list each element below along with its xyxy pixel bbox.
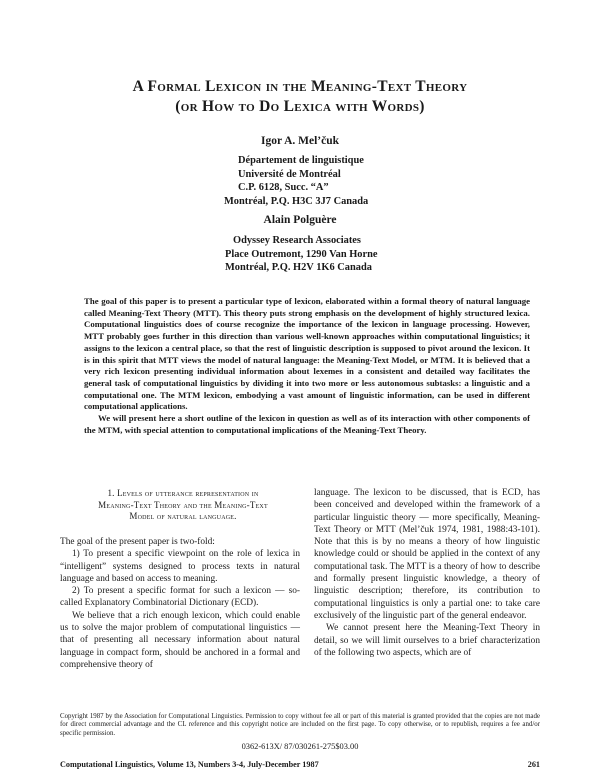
body-paragraph: We believe that a rich enough lexicon, which could enable us to solve the major problem of computational linguistics — that of presenting all necessary information about natural language in compact form, should be anchored in a formal and comprehensive theory of [60,610,300,670]
right-column [314,487,540,659]
footer-journal: Computational Linguistics, Volume 13, Numbers 3-4, July-December 1987 [60,760,319,769]
affiliation-line: Montréal, P.Q. H2V 1K6 Canada [225,262,372,274]
affiliation-line: C.P. 6128, Succ. “A” [238,182,329,194]
affiliation-line: Montréal, P.Q. H3C 3J7 Canada [224,195,369,207]
copyright-notice: Copyright 1987 by the Association for Computational Linguistics. Permission to copy without fee all or part of this material is granted provided that the copies are not made for direct commercial advantage and the CL reference and this copyright notice are included on the first page. To copy otherwise, or to republish, requires a fee and/or specific permission. [60,713,540,737]
body-paragraph: We cannot present here the Meaning-Text Theory in detail, so we will limit ourselves to a brief characterization of the following two aspects, which are of [314,623,540,658]
body-paragraph: 1) To present a specific viewpoint on the role of lexica in “intelligent” systems designed to process texts in natural language and based on access to meaning. [60,549,300,584]
body-paragraph: language. The lexicon to be discussed, that is ECD, has been conceived and developed within the framework of a particular linguistic theory — more specifically, Meaning-Text Theory or MTT (Mel’čuk 1974, 1981, 1988:43-101). Note that this is by no means a theory of how linguistic knowledge could or should be applied in the context of any computational task. The MTT is a theory of how to describe and formally present linguistic knowledge, a theory of linguistic description; therefore, its contribution to computational linguistics is only a partial one: to take care exclusively of the linguistic part of the general endeavor. [314,488,540,621]
left-column [60,536,300,671]
abstract-paragraph: We will present here a short outline of the lexicon in question as well as of its interaction with other components of the MTM, with special attention to computational implications of the Meaning-Text Theory. [84,413,530,435]
affiliation-line: Département de linguistique [238,155,364,166]
abstract-paragraph: The goal of this paper is to present a particular type of lexicon, elaborated within a formal theory of natural language called Meaning-Text Theory (MTT). This theory puts strong emphasis on the development of highly structured lexica. Computational linguistics does of course recognize the importance of the lexicon in language processing. However, MTT probably goes further in this direction than various well-known approaches within computational linguistics; it assigns to the lexicon a central place, so that the rest of linguistic description is supposed to pivot around the lexicon. It is in this spirit that MTT views the model of natural language: the Meaning-Text Model, or MTM. It is believed that a very rich lexicon presenting individual information about lexemes in a consistent and detailed way facilitates the general task of computational linguistics by dividing it into two more or less autonomous subtasks: a linguistic and a computational one. The MTM lexicon, embodying a vast amount of linguistic information, can be used in different computational applications. [84,296,530,412]
affiliation-line: Université de Montréal [238,168,341,180]
section-heading-line: 1. Levels of utterance representation in [107,488,259,498]
page-number: 261 [527,760,540,769]
section-heading-line: Meaning-Text Theory and the Meaning-Text [98,499,268,510]
section-heading-line: Model of natural language. [129,511,237,521]
body-paragraph: The goal of the present paper is two-fold: [60,537,215,547]
affiliation-line: Place Outremont, 1290 Van Horne [225,248,378,260]
body-paragraph: 2) To present a specific format for such a lexicon — so-called Explanatory Combinatorial Dictionary (ECD). [60,586,300,609]
paper-title-line-1: A Formal Lexicon in the Meaning-Text Theory [132,78,468,95]
author-affiliation-1 [224,154,369,208]
author-name-1: Igor A. Mel’čuk [260,135,340,147]
author-name-2: Alain Polguère [263,214,337,226]
abstract [84,296,530,436]
issn-code: 0362-613X/ 87/030261-275$03.00 [241,742,359,751]
affiliation-line: Odyssey Research Associates [233,235,361,246]
paper-title-line-2: (or How to Do Lexica with Words) [175,98,425,115]
author-affiliation-2 [225,234,377,275]
section-heading [70,488,296,523]
